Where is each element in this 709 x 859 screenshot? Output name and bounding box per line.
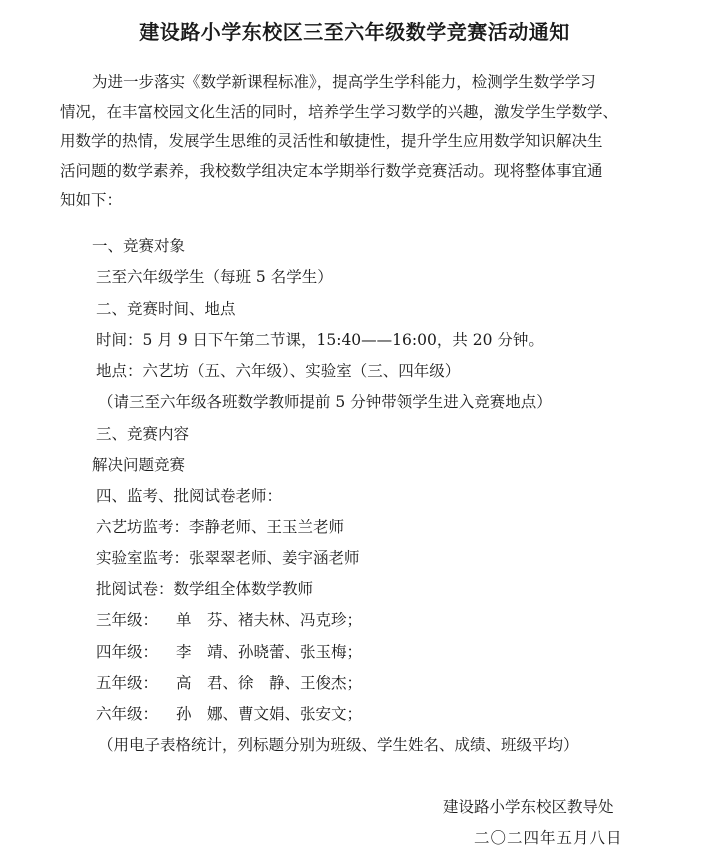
place-text: 地点：六艺坊（五、六年级）、实验室（三、四年级） — [96, 362, 461, 380]
grade-row — [96, 640, 362, 662]
grade-row — [96, 702, 362, 724]
intro-paragraph — [60, 68, 632, 216]
place-note: （请三至六年级各班数学教师提前 5 分钟带领学生进入竞赛地点） — [98, 393, 552, 411]
issuing-office: 建设路小学东校区教导处 — [443, 798, 614, 816]
section-heading-time-place: 二、竞赛时间、地点 — [96, 300, 236, 318]
grade-label: 四年级： — [96, 643, 159, 661]
time-text: 时间：5 月 9 日下午第二节课，15:40——16:00，共 20 分钟。 — [96, 331, 544, 349]
section-heading-proctors: 四、监考、批阅试卷老师： — [96, 487, 283, 505]
intro-line: 为进一步落实《数学新课程标准》，提高学生学科能力，检测学生数学学习 — [92, 73, 596, 91]
grade-label: 三年级： — [96, 611, 159, 629]
intro-line: 活问题的数学素养，我校数学组决定本学期举行数学竞赛活动。现将整体事宜通 — [60, 161, 603, 180]
grade-teachers: 李 靖、孙晓蕾、张玉梅； — [176, 643, 363, 661]
issue-date: 二〇二四年五月八日 — [474, 829, 623, 847]
grading-teachers: 批阅试卷：数学组全体数学教师 — [96, 580, 314, 598]
document-title: 建设路小学东校区三至六年级数学竞赛活动通知 — [139, 20, 570, 44]
spreadsheet-note: （用电子表格统计，列标题分别为班级、学生姓名、成绩、班级平均） — [98, 736, 579, 754]
participants-text: 三至六年级学生（每班 5 名学生） — [96, 268, 333, 286]
grade-row — [96, 671, 362, 693]
intro-line: 用数学的热情，发展学生思维的灵活性和敏捷性，提升学生应用数学知识解决生 — [60, 132, 603, 150]
liuyi-proctors: 六艺坊监考：李静老师、王玉兰老师 — [96, 518, 345, 536]
grade-label: 六年级： — [96, 705, 159, 723]
lab-proctors: 实验室监考：张翠翠老师、姜宇涵老师 — [96, 549, 360, 567]
intro-line: 情况，在丰富校园文化生活的同时，培养学生学习数学的兴趣，激发学生学数学、 — [60, 102, 619, 121]
section-heading-participants: 一、竞赛对象 — [92, 237, 186, 255]
grade-teachers: 孙 娜、曹文娟、张安文； — [176, 705, 363, 723]
content-text: 解决问题竞赛 — [92, 456, 186, 474]
grade-label: 五年级： — [96, 674, 159, 692]
grade-teachers: 单 芬、褚夫林、冯克珍； — [176, 611, 363, 629]
grade-row — [96, 608, 362, 630]
grade-teachers: 高 君、徐 静、王俊杰； — [176, 674, 363, 692]
section-heading-content: 三、竞赛内容 — [96, 425, 190, 443]
intro-line: 知如下： — [60, 191, 123, 209]
